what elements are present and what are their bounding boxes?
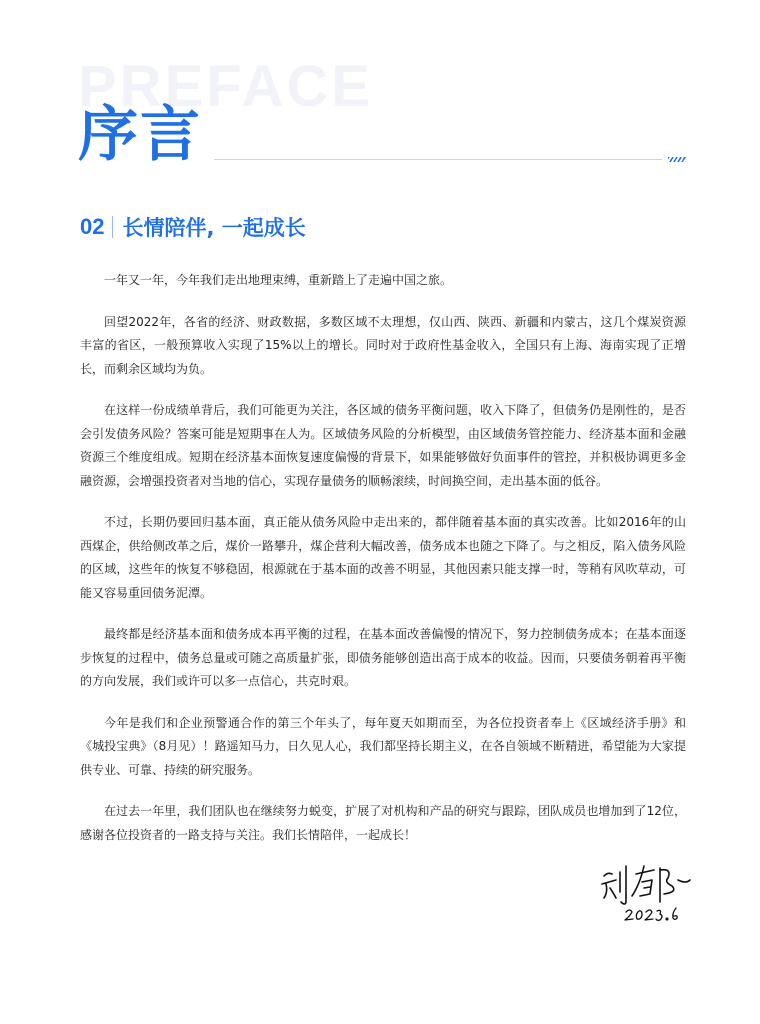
paragraph: 最终都是经济基本面和债务成本再平衡的过程，在基本面改善偏慢的情况下，努力控制债务成本；在基本面逐步恢复的过程中，债务总量或可随之高质量扩张，即债务能够创造出高于成本的收益。因而，只要债务朝着再平衡的方向发展，我们或许可以多一点信心，共克时艰。 [80, 627, 686, 688]
paragraph: 今年是我们和企业预警通合作的第三个年头了，每年夏天如期而至，为各位投资者奉上《区域经济手册》和《城投宝典》（8月见）！路遥知马力，日久见人心，我们都坚持长期主义，在各自领域不断精进，希望能为大家提供专业、可靠、持续的研究服务。 [80, 715, 686, 777]
page-title: 序言 [78, 100, 202, 170]
paragraph: 一年又一年，今年我们走出地理束缚，重新踏上了走遍中国之旅。 [104, 273, 453, 287]
background-watermark-word: PREFACE [78, 54, 373, 119]
paragraph: 回望2022年，各省的经济、财政数据，多数区域不太理想，仅山西、陕西、新疆和内蒙古，这几个煤炭资源丰富的省区，一般预算收入实现了15%以上的增长。同时对于政府性基金收入，全国只有上海、海南实现了正增长，而剩余区域均为负。 [80, 314, 686, 376]
section-divider [112, 216, 113, 238]
paragraph: 不过，长期仍要回归基本面，真正能从债务风险中走出来的，都伴随着基本面的真实改善。比如2016年的山西煤企，供给侧改革之后，煤价一路攀升，煤企营利大幅改善，债务成本也随之下降了。与之相反，陷入债务风险的区域，这些年的恢复不够稳固，根源就在于基本面的改善不明显，其他因素只能支撑一时，等稍有风吹草动，可能又容易重回债务泥潭。 [80, 515, 686, 600]
section-heading [80, 212, 306, 242]
section-number: 02 [80, 214, 105, 239]
section-title: 长情陪伴, 一起成长 [122, 216, 306, 240]
handwritten-signature [598, 858, 698, 926]
paragraph: 在这样一份成绩单背后，我们可能更为关注，各区域的债务平衡问题，收入下降了，但债务仍是刚性的，是否会引发债务风险？答案可能是短期事在人为。区域债务风险的分析模型，由区域债务管控能力、经济基本面和金融资源三个维度组成。短期在经济基本面恢复速度偏慢的背景下，如果能够做好负面事件的管控，并积极协调更多金融资源，会增强投资者对当地的信心，实现存量债务的顺畅滚续，时间换空间，走出基本面的低谷。 [80, 403, 686, 488]
title-divider [214, 159, 662, 160]
paragraph: 在过去一年里，我们团队也在继续努力蜕变，扩展了对机构和产品的研究与跟踪，团队成员也增加到了12位，感谢各位投资者的一路支持与关注。我们长情陪伴，一起成长！ [80, 804, 686, 842]
preface-body [80, 269, 686, 865]
hatch-decoration [668, 157, 686, 162]
